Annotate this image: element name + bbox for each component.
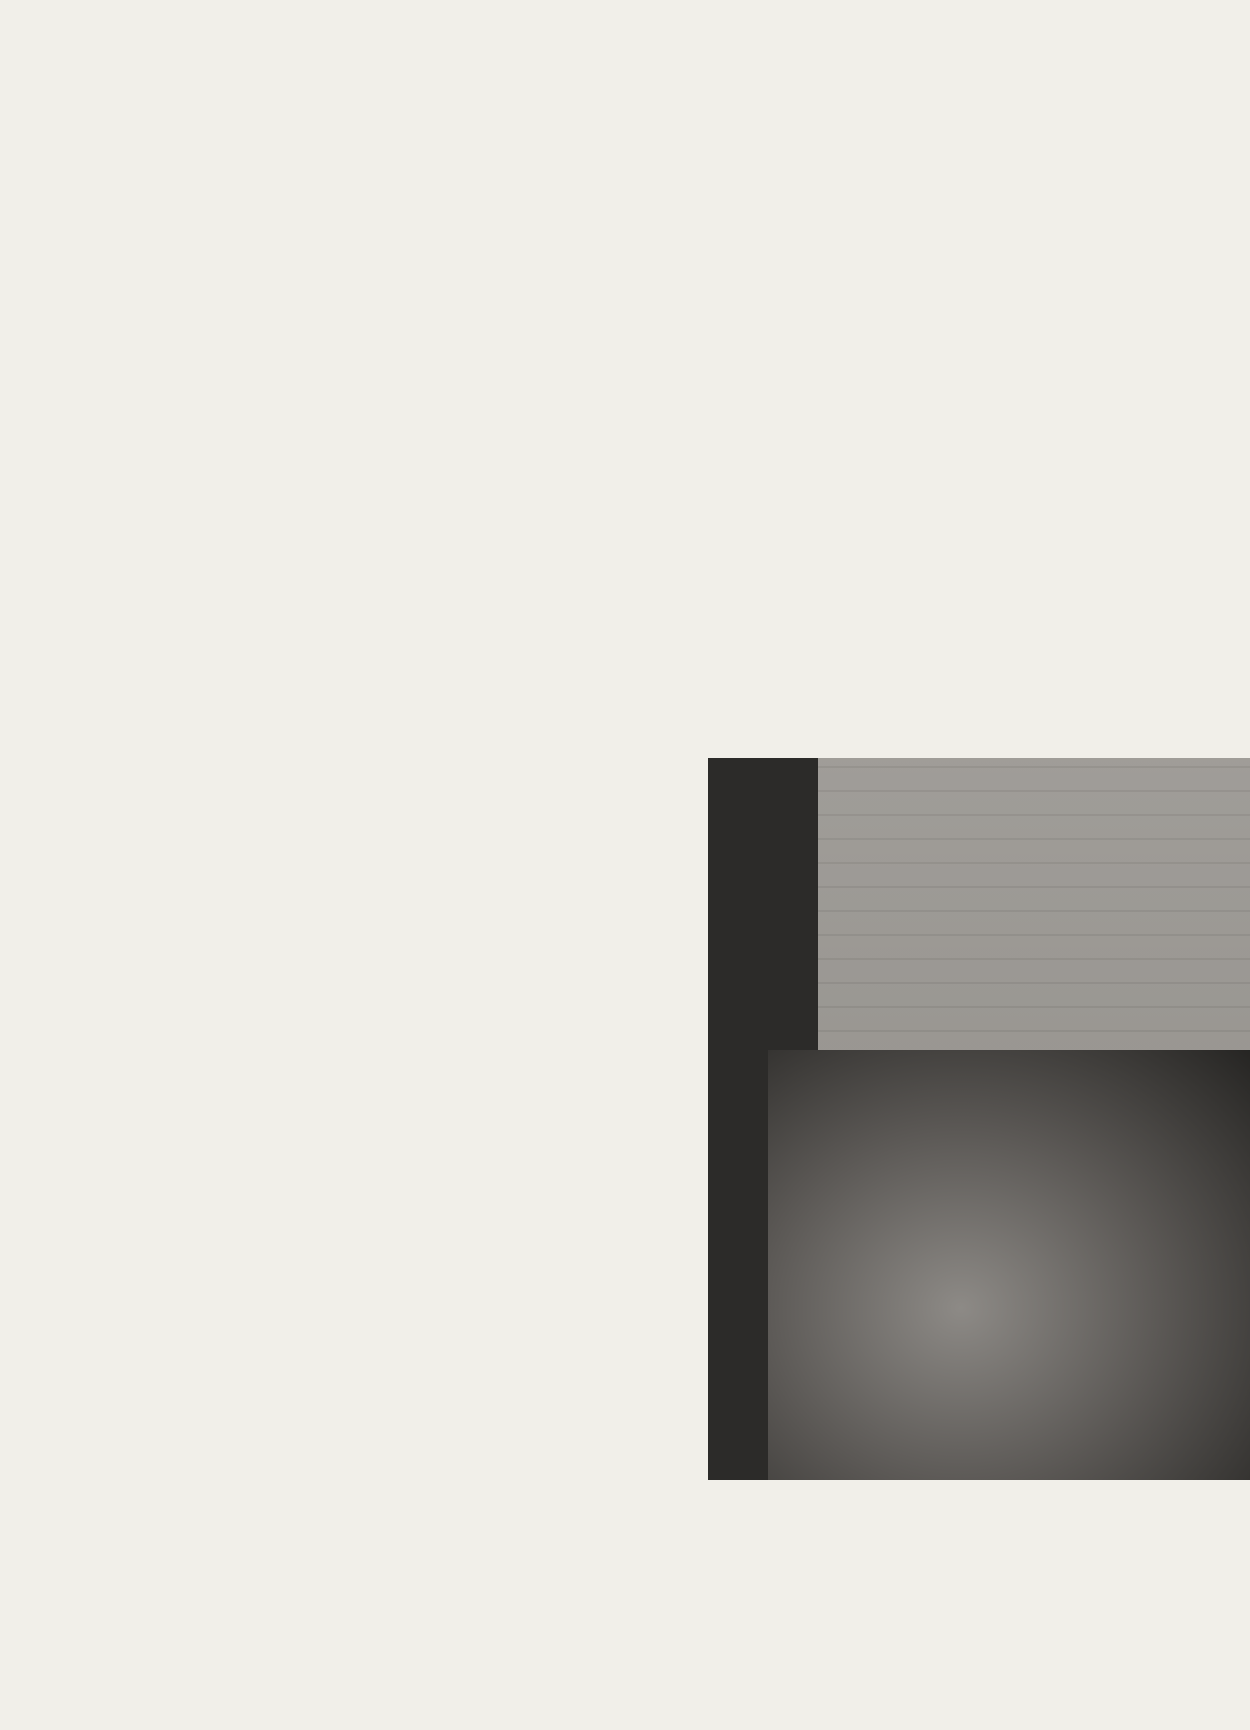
candid-photo bbox=[708, 758, 1250, 1480]
students-group bbox=[768, 1050, 1250, 1480]
wall-tiles bbox=[818, 758, 1250, 1078]
